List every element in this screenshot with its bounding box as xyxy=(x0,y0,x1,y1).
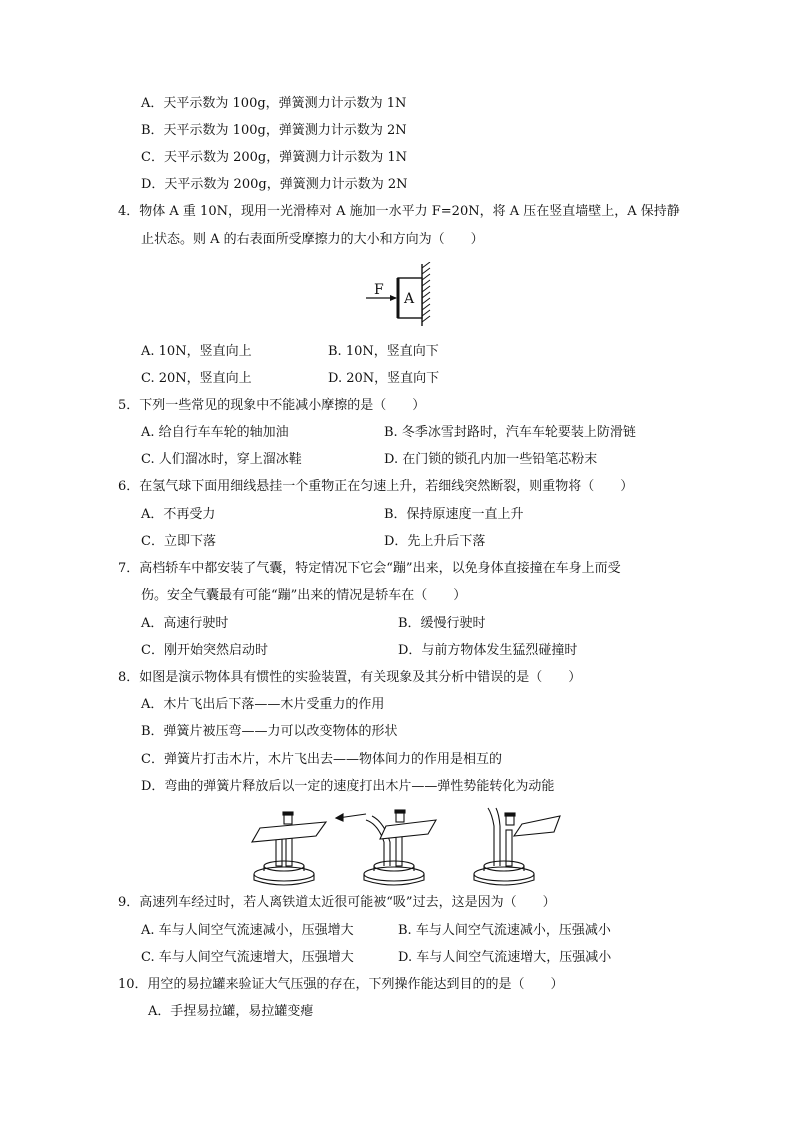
q6-option-d: D．先上升后下落 xyxy=(384,534,486,549)
q9-option-d: D. 车与人间空气流速增大，压强减小 xyxy=(398,950,612,965)
q8-option-b: B．弹簧片被压弯——力可以改变物体的形状 xyxy=(141,724,398,739)
q4-option-d: D. 20N，竖直向下 xyxy=(328,371,440,386)
q5-option-b: B. 冬季冰雪封路时，汽车车轮要装上防滑链 xyxy=(384,425,636,440)
q7-option-c: C．刚开始突然启动时 xyxy=(141,643,268,658)
q8-figure xyxy=(238,802,568,886)
q3-option-d: D．天平示数为 200g，弹簧测力计示数为 2N xyxy=(141,177,408,192)
q6-option-b: B．保持原速度一直上升 xyxy=(384,507,524,522)
q8-option-d: D．弯曲的弹簧片释放后以一定的速度打出木片——弹性势能转化为动能 xyxy=(141,779,555,794)
q9-option-a: A. 车与人间空气流速减小，压强增大 xyxy=(141,923,354,938)
q4-option-b: B. 10N，竖直向下 xyxy=(328,344,439,359)
q7-stem-line2: 伤。安全气囊最有可能“蹦”出来的情况是轿车在（ ） xyxy=(141,588,467,603)
q3-option-a: A．天平示数为 100g，弹簧测力计示数为 1N xyxy=(141,96,407,111)
q4-figure xyxy=(360,262,440,328)
q9-option-c: C. 车与人间空气流速增大，压强增大 xyxy=(141,950,354,965)
q8-stem: 8．如图是演示物体具有惯性的实验装置，有关现象及其分析中错误的是（ ） xyxy=(118,670,582,685)
q9-option-b: B. 车与人间空气流速减小，压强减小 xyxy=(398,923,611,938)
q6-option-c: C．立即下落 xyxy=(141,534,216,549)
q3-option-c: C．天平示数为 200g，弹簧测力计示数为 1N xyxy=(141,150,407,165)
q7-option-a: A．高速行驶时 xyxy=(141,616,229,631)
q3-option-b: B．天平示数为 100g，弹簧测力计示数为 2N xyxy=(141,123,407,138)
q5-option-a: A. 给自行车车轮的轴加油 xyxy=(141,425,289,440)
q8-option-a: A．木片飞出后下落——木片受重力的作用 xyxy=(141,697,385,712)
q10-stem: 10．用空的易拉罐来验证大气压强的存在，下列操作能达到目的的是（ ） xyxy=(118,977,564,992)
q4-block-label: A xyxy=(404,291,415,307)
q5-stem: 5．下列一些常见的现象中不能减小摩擦的是（ ） xyxy=(118,398,426,413)
q9-stem: 9．高速列车经过时，若人离铁道太近很可能被“吸”过去，这是因为（ ） xyxy=(118,895,556,910)
q4-stem-line2: 止状态。则 A 的右表面所受摩擦力的大小和方向为（ ） xyxy=(141,232,484,247)
q4-force-label: F xyxy=(374,282,384,298)
q7-stem-line1: 7．高档轿车中都安装了气囊，特定情况下它会“蹦”出来，以免身体直接撞在车身上而受 xyxy=(118,561,621,576)
q4-stem-line1: 4．物体 A 重 10N，现用一光滑棒对 A 施加一水平力 F=20N，将 A 压在竖直墙壁上，A 保持静 xyxy=(118,204,680,219)
q5-option-c: C. 人们溜冰时，穿上溜冰鞋 xyxy=(141,452,302,467)
q4-option-c: C. 20N，竖直向上 xyxy=(141,371,252,386)
q7-option-b: B．缓慢行驶时 xyxy=(398,616,486,631)
q7-option-d: D．与前方物体发生猛烈碰撞时 xyxy=(398,643,578,658)
q10-option-a: A．手捏易拉罐，易拉罐变瘪 xyxy=(148,1004,314,1019)
inertia-device-1 xyxy=(252,812,326,885)
q5-option-d: D. 在门锁的锁孔内加一些铅笔芯粉末 xyxy=(384,452,598,467)
inertia-device-2 xyxy=(364,810,436,885)
q6-option-a: A．不再受力 xyxy=(141,507,216,522)
q6-stem: 6．在氢气球下面用细线悬挂一个重物正在匀速上升，若细线突然断裂，则重物将（ ） xyxy=(118,479,634,494)
q4-option-a: A. 10N，竖直向上 xyxy=(141,344,252,359)
inertia-device-3 xyxy=(474,808,560,885)
q8-option-c: C．弹簧片打击木片，木片飞出去——物体间力的作用是相互的 xyxy=(141,752,502,767)
